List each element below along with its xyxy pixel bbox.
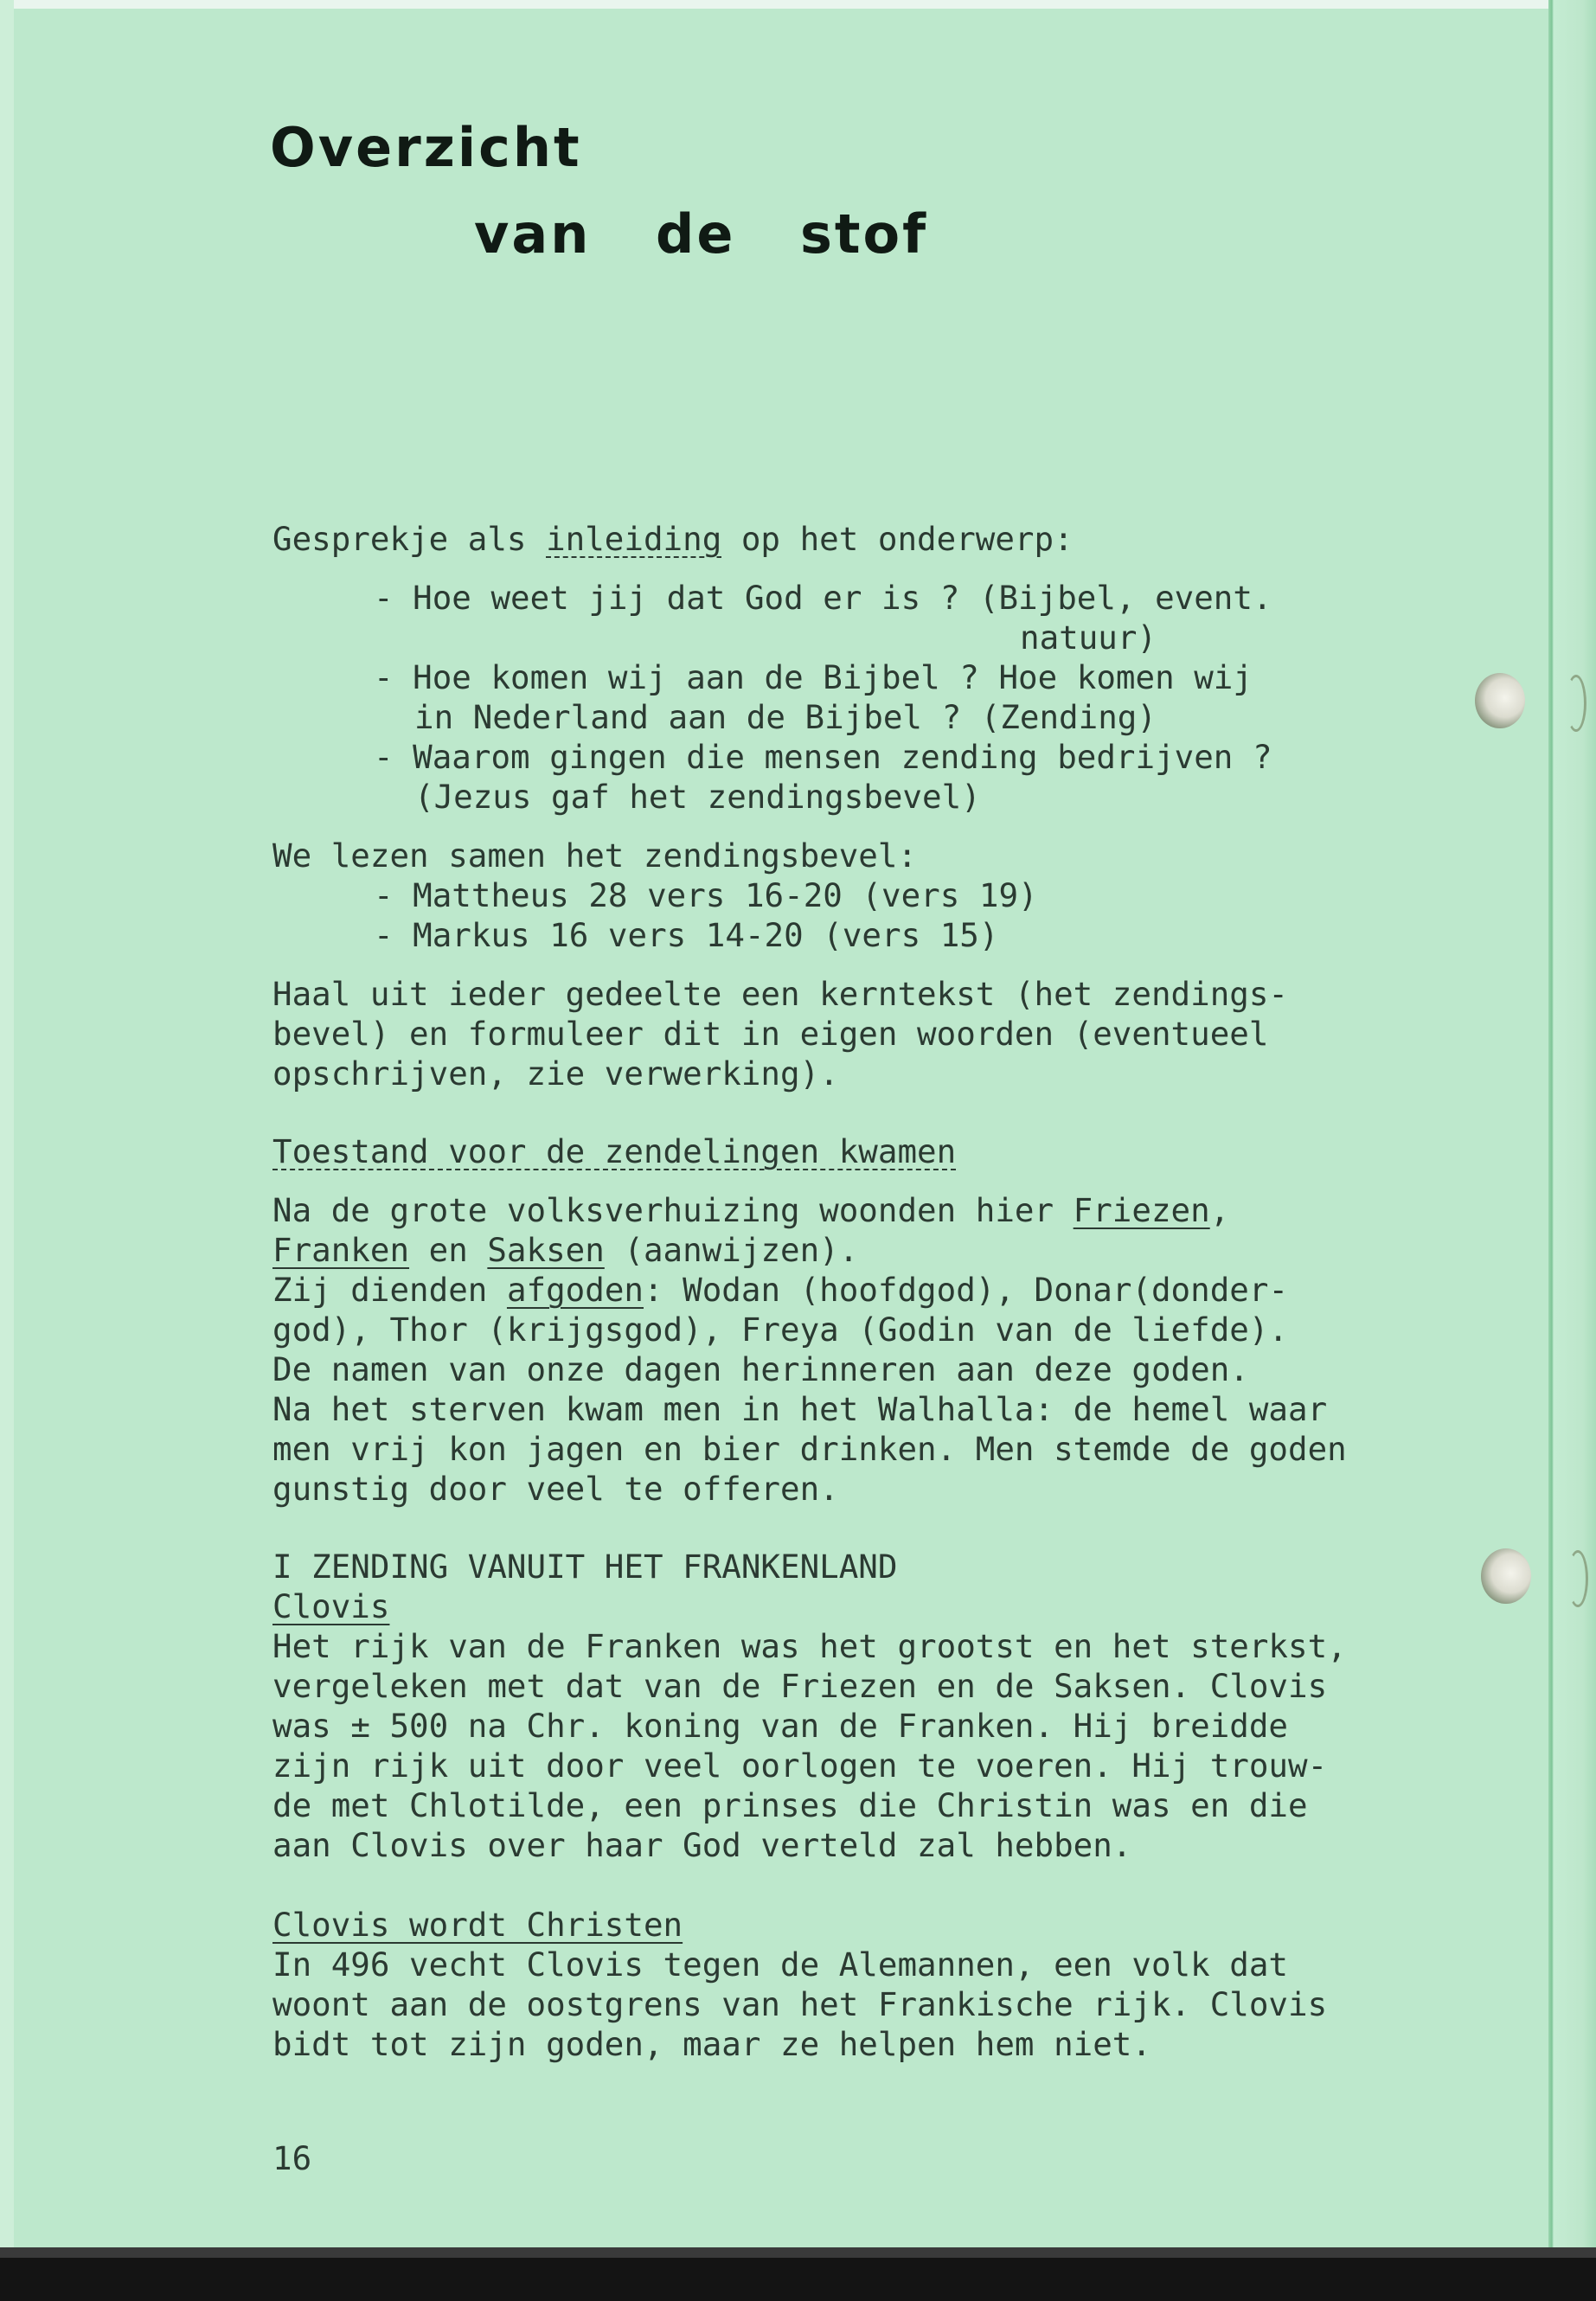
assignment-line-1: Haal uit ieder gedeelte een kerntekst (het zendings- [272, 975, 1288, 1013]
section-2-line-1: In 496 vecht Clovis tegen de Alemannen, een volk dat [272, 1945, 1288, 1984]
intro-suffix: op het onderwerp: [721, 520, 1074, 558]
situation-section [272, 1131, 1397, 1509]
word-saksen: Saksen [487, 1231, 605, 1269]
section-1-heading: I ZENDING VANUIT HET FRANKENLAND [272, 1548, 898, 1586]
word-friezen: Friezen [1073, 1191, 1210, 1229]
word-afgoden: afgoden [506, 1271, 644, 1309]
situation-line-3 [272, 1270, 1397, 1310]
page-number: 16 [272, 2139, 312, 2177]
reading-section [272, 836, 1397, 955]
section-1-subheading-text: Clovis [272, 1587, 390, 1625]
situation-heading-text: Toestand voor de zendelingen kwamen [272, 1132, 957, 1170]
intro-underlined-word: inleiding [546, 520, 722, 558]
section-2 [272, 1905, 1397, 2064]
reading-reference-1: - Mattheus 28 vers 16-20 (vers 19) [374, 876, 1038, 914]
situation-line-2-suffix: (aanwijzen). [604, 1231, 859, 1269]
question-1-line-2: natuur) [1020, 619, 1157, 657]
intro-section [272, 519, 1397, 817]
situation-line-1-prefix: Na de grote volksverhuizing woonden hier [272, 1191, 1074, 1229]
word-en: en [409, 1231, 488, 1269]
situation-line-3-suffix: : Wodan (hoofdgod), Donar(donder- [643, 1271, 1289, 1309]
section-2-line-3: bidt tot zijn goden, maar ze helpen hem niet. [272, 2025, 1151, 2063]
section-1-line-3-suffix: 500 na Chr. koning van de Franken. Hij breidde [369, 1707, 1289, 1745]
page-title-line-2: van de stof [474, 202, 929, 266]
question-2-line-2: in Nederland aan de Bijbel ? (Zending) [414, 698, 1157, 736]
situation-line-1 [272, 1190, 1397, 1230]
punch-hole-top-icon [1475, 673, 1525, 728]
section-2-heading [272, 1905, 1397, 1945]
intro-prefix: Gesprekje als [272, 520, 547, 558]
question-1-line-1: - Hoe weet jij dat God er is ? (Bijbel, event. [374, 579, 1272, 617]
section-2-heading-text: Clovis wordt Christen [272, 1906, 683, 1944]
reading-intro: We lezen samen het zendingsbevel: [272, 836, 918, 875]
plus-minus-sign: ± [350, 1707, 370, 1745]
situation-line-5: De namen van onze dagen herinneren aan deze goden. [272, 1350, 1249, 1388]
section-1-line-3 [272, 1706, 1397, 1746]
section-1-line-2: vergeleken met dat van de Friezen en de Saksen. Clovis [272, 1667, 1328, 1705]
section-1-line-3-prefix: was [272, 1707, 351, 1745]
section-1 [272, 1547, 1397, 1865]
situation-line-7: men vrij kon jagen en bier drinken. Men stemde de goden [272, 1430, 1347, 1468]
page-bottom-edge [0, 2258, 1596, 2301]
assignment-section [272, 974, 1397, 1093]
page-bottom-shadow [0, 2247, 1596, 2258]
assignment-line-2: bevel) en formuleer dit in eigen woorden (eventueel [272, 1015, 1269, 1053]
situation-heading [272, 1131, 1397, 1171]
section-1-subheading [272, 1586, 1397, 1626]
intro-line [272, 519, 1397, 559]
binder-ring-top-icon [1566, 675, 1586, 732]
section-1-line-6: aan Clovis over haar God verteld zal hebben. [272, 1826, 1132, 1864]
paper-top-edge [0, 0, 1596, 9]
assignment-line-3: opschrijven, zie verwerking). [272, 1054, 839, 1093]
situation-line-8: gunstig door veel te offeren. [272, 1470, 839, 1508]
situation-line-6: Na het sterven kwam men in het Walhalla: de hemel waar [272, 1390, 1328, 1428]
situation-line-4: god), Thor (krijgsgod), Freya (Godin van de liefde). [272, 1311, 1288, 1349]
paper-left-edge [0, 0, 14, 2301]
section-1-line-1: Het rijk van de Franken was het grootst en het sterkst, [272, 1627, 1347, 1665]
question-3-line-1: - Waarom gingen die mensen zending bedrijven ? [374, 738, 1272, 776]
situation-line-1-comma: , [1209, 1191, 1230, 1229]
question-2-line-1: - Hoe komen wij aan de Bijbel ? Hoe komen wij [374, 658, 1253, 696]
section-1-line-4: zijn rijk uit door veel oorlogen te voeren. Hij trouw- [272, 1747, 1328, 1785]
binder-strip [1548, 0, 1596, 2301]
punch-hole-bottom-icon [1481, 1548, 1531, 1604]
reading-reference-2: - Markus 16 vers 14-20 (vers 15) [374, 916, 999, 954]
situation-line-3-prefix: Zij dienden [272, 1271, 507, 1309]
section-1-line-5: de met Chlotilde, een prinses die Christin was en die [272, 1786, 1308, 1824]
page-title-line-1: Overzicht [270, 116, 582, 179]
section-2-line-2: woont aan de oostgrens van het Frankische rijk. Clovis [272, 1985, 1328, 2023]
question-3-line-2: (Jezus gaf het zendingsbevel) [414, 778, 981, 816]
word-franken: Franken [272, 1231, 410, 1269]
binder-ring-bottom-icon [1567, 1550, 1588, 1607]
document-body [272, 519, 1397, 2064]
situation-line-2 [272, 1230, 1397, 1270]
